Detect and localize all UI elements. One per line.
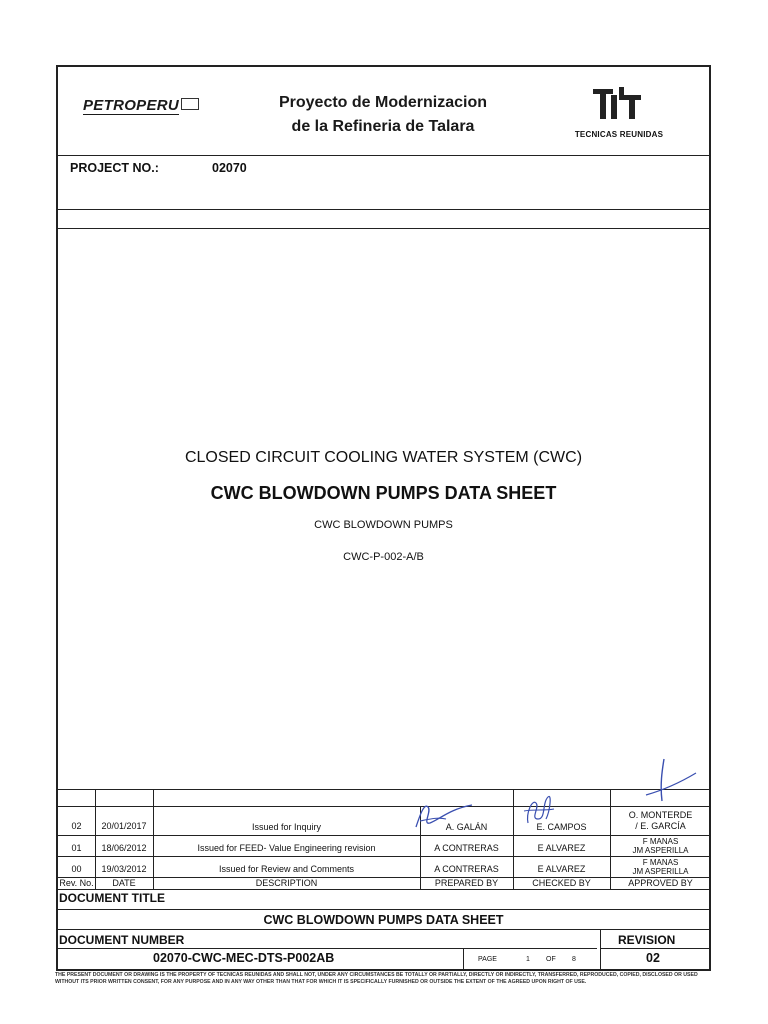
revision-label: REVISION (618, 933, 676, 947)
signature-checked (520, 789, 570, 829)
rev-01-number: 01 (71, 843, 82, 853)
rev-02-approved (610, 810, 711, 832)
project-title-line2: de la Refineria de Talara (291, 118, 475, 135)
body-top-divider (58, 228, 709, 229)
rev-00-description: Issued for Review and Comments (218, 864, 355, 874)
doc-title-divider (58, 909, 709, 910)
of-label: OF (546, 956, 556, 963)
document-title-value: CWC BLOWDOWN PUMPS DATA SHEET (263, 913, 504, 927)
rev-02-description: Issued for Inquiry (251, 822, 322, 832)
page-number: 1 (526, 956, 530, 963)
rev-header-prepared: PREPARED BY (434, 878, 499, 888)
rev-00-checked: E ALVAREZ (537, 864, 586, 874)
tr-logo-text: TECNICAS REUNIDAS (574, 130, 664, 139)
doc-number-divider (58, 948, 597, 949)
rev-01-approved (610, 837, 711, 855)
rev-01-approved-1: F MANAS (642, 837, 679, 846)
rev-table-top (58, 789, 709, 790)
document-title-label: DOCUMENT TITLE (59, 891, 165, 905)
rev-00-prepared: A CONTRERAS (434, 864, 499, 874)
page-label: PAGE (478, 956, 497, 963)
document-number-value: 02070-CWC-MEC-DTS-P002AB (153, 951, 335, 965)
doc-number-top (58, 929, 709, 930)
rev-00-number: 00 (71, 864, 82, 874)
project-title (248, 91, 518, 139)
rev-02-checked: E. CAMPOS (536, 822, 587, 832)
document-number-label: DOCUMENT NUMBER (59, 933, 185, 947)
rev-00-approved-1: F MANAS (642, 858, 679, 867)
project-title-line1: Proyecto de Modernizacion (278, 94, 488, 111)
petroperu-badge-icon (181, 98, 199, 110)
system-name: CLOSED CIRCUIT COOLING WATER SYSTEM (CWC) (184, 449, 583, 466)
rev-02-number: 02 (71, 821, 82, 831)
rev-01-approved-2: JM ASPERILLA (632, 846, 689, 855)
rev-row-line-1 (58, 806, 709, 807)
rev-row-line-3 (58, 856, 709, 857)
rev-header-description: DESCRIPTION (255, 878, 318, 888)
rev-01-description: Issued for FEED- Value Engineering revision (197, 843, 376, 853)
revision-value: 02 (646, 951, 660, 965)
rev-02-date: 20/01/2017 (101, 821, 147, 831)
tr-mark-icon (589, 85, 649, 121)
petroperu-logo-text: PETROPERU (83, 97, 180, 114)
tecnicas-reunidas-logo (564, 85, 674, 139)
rev-header-bottom (58, 889, 709, 890)
signature-approved (642, 755, 702, 805)
revision-divider (601, 948, 709, 949)
rev-01-checked: E ALVAREZ (537, 843, 586, 853)
datasheet-subtitle: CWC BLOWDOWN PUMPS (314, 519, 453, 531)
petroperu-logo (83, 97, 199, 114)
rev-02-approved-1: O. MONTERDE (628, 810, 693, 820)
rev-header-checked: CHECKED BY (532, 878, 591, 888)
rev-00-date: 19/03/2012 (101, 864, 147, 874)
rev-header-rev: Rev. No. (59, 878, 94, 888)
project-divider (58, 209, 709, 210)
rev-02-prepared: A. GALÁN (445, 822, 488, 832)
datasheet-title: CWC BLOWDOWN PUMPS DATA SHEET (210, 483, 557, 503)
total-pages: 8 (572, 956, 576, 963)
page-col-line (463, 948, 464, 969)
rev-02-approved-2: / E. GARCÍA (635, 821, 686, 831)
rev-header-approved: APPROVED BY (628, 878, 693, 888)
signature-prepared (410, 797, 480, 833)
rev-header-date: DATE (112, 878, 136, 888)
revision-col-line (600, 929, 601, 969)
rev-00-approved-2: JM ASPERILLA (632, 867, 689, 876)
rev-00-approved (610, 858, 711, 876)
rev-01-date: 18/06/2012 (101, 843, 147, 853)
rev-01-prepared: A CONTRERAS (434, 843, 499, 853)
header-divider (58, 155, 709, 156)
confidentiality-notice: THE PRESENT DOCUMENT OR DRAWING IS THE PROPERTY OF TECNICAS REUNIDAS AND SHALL NOT, UNDER ANY CIRCUMSTANCES BE TOTALLY OR PARTIALLY, DIRECTLY OR INDIRECTLY, TRANSFERRED, REPRODUCED, COPIED, DISCLOSED OR USED WITHOUT ITS PRIOR WRITTEN CONSENT, FOR ANY PURPOSE AND IN ANY WAY OTHER THAN THAT FOR WHICH IT IS SPECIFICALLY FURNISHED OR OUTSIDE THE EXTENT OF THE AGREED UPON RIGHT OF USE. (55, 972, 698, 985)
project-number-value: 02070 (212, 161, 247, 175)
equipment-tag: CWC-P-002-A/B (343, 551, 424, 563)
document-frame (56, 65, 711, 971)
project-number-label: PROJECT NO.: (70, 161, 159, 175)
rev-row-line-2 (58, 835, 709, 836)
